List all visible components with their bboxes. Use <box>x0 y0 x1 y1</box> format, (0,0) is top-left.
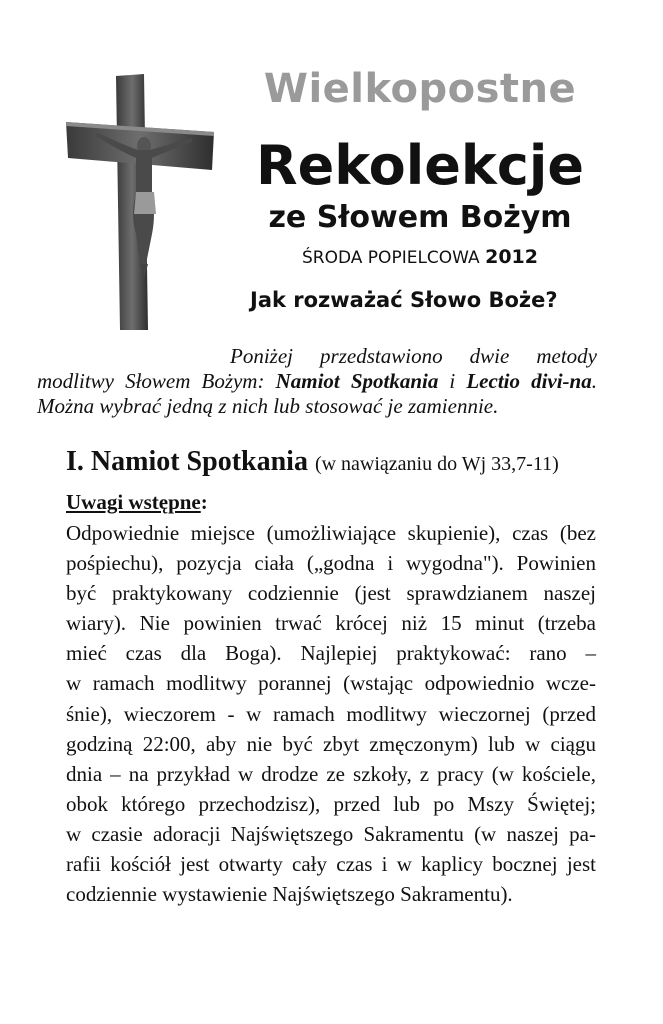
body-line: codziennie wystawienie Najświętszego Sakramentu). <box>66 882 513 907</box>
body-line: godziną 22:00, aby nie być zbyt zmęczonym) lub w ciągu <box>66 731 596 756</box>
body-line: śnie), wieczorem - w ramach modlitwy wieczornej (przed <box>66 701 596 726</box>
header-line-retreat: Rekolekcje <box>256 134 584 197</box>
intro-conj: i <box>438 369 467 393</box>
body-line: wiary). Nie powinien trwać krócej niż 15 minut (trzeba <box>66 611 596 636</box>
section-heading <box>66 446 559 478</box>
section-reference: (w nawiązaniu do Wj 33,7-11) <box>314 453 559 475</box>
intro-text-2: . Można wybrać jedną z nich lub stosować je zamiennie. <box>37 369 597 418</box>
header-date <box>240 246 600 268</box>
intro-method-2: Lectio divi-na <box>466 369 592 393</box>
body-line: pośpiechu), pozycja ciała („godna i wygodna"). Powinien <box>66 551 596 576</box>
section-title: I. Namiot Spotkania <box>66 446 308 477</box>
body-line: obok którego przechodzisz), przed lub po Mszy Świętej; <box>66 791 596 816</box>
subheading-text: Uwagi wstępne <box>66 490 201 514</box>
header-line-word-of-god: ze Słowem Bożym <box>268 200 572 235</box>
header-line-lenten: Wielkopostne <box>263 66 577 112</box>
body-line: dnia – na przykład w drodze ze szkoły, z pracy (w kościele, <box>66 761 596 786</box>
body-line: Odpowiednie miejsce (umożliwiające skupienie), czas (bez <box>66 521 596 545</box>
subheading <box>66 490 208 515</box>
body-line: być praktykowany codziennie (jest sprawdzianem naszej <box>66 581 596 606</box>
header-question: Jak rozważać Słowo Boże? <box>250 288 558 312</box>
body-line: rafii kościół jest otwarty cały czas i w kaplicy bocznej jest <box>66 852 596 877</box>
body-line: w ramach modlitwy porannej (wstając odpowiednio wcze- <box>66 671 596 696</box>
intro-text-1: Poniżej przedstawiono dwie metody modlitwy Słowem Bożym: <box>37 344 597 393</box>
body-line: mieć czas dla Boga). Najlepiej praktykować: rano – <box>66 641 596 666</box>
intro-method-1: Namiot Spotkania <box>275 369 439 393</box>
subheading-colon: : <box>200 490 208 514</box>
body-paragraph <box>66 518 596 909</box>
intro-paragraph <box>37 344 597 419</box>
crucifix-image <box>66 74 216 330</box>
date-label: ŚRODA POPIELCOWA <box>302 248 480 268</box>
date-year: 2012 <box>485 246 538 268</box>
body-line: w czasie adoracji Najświętszego Sakramentu (w naszej pa- <box>66 821 596 846</box>
